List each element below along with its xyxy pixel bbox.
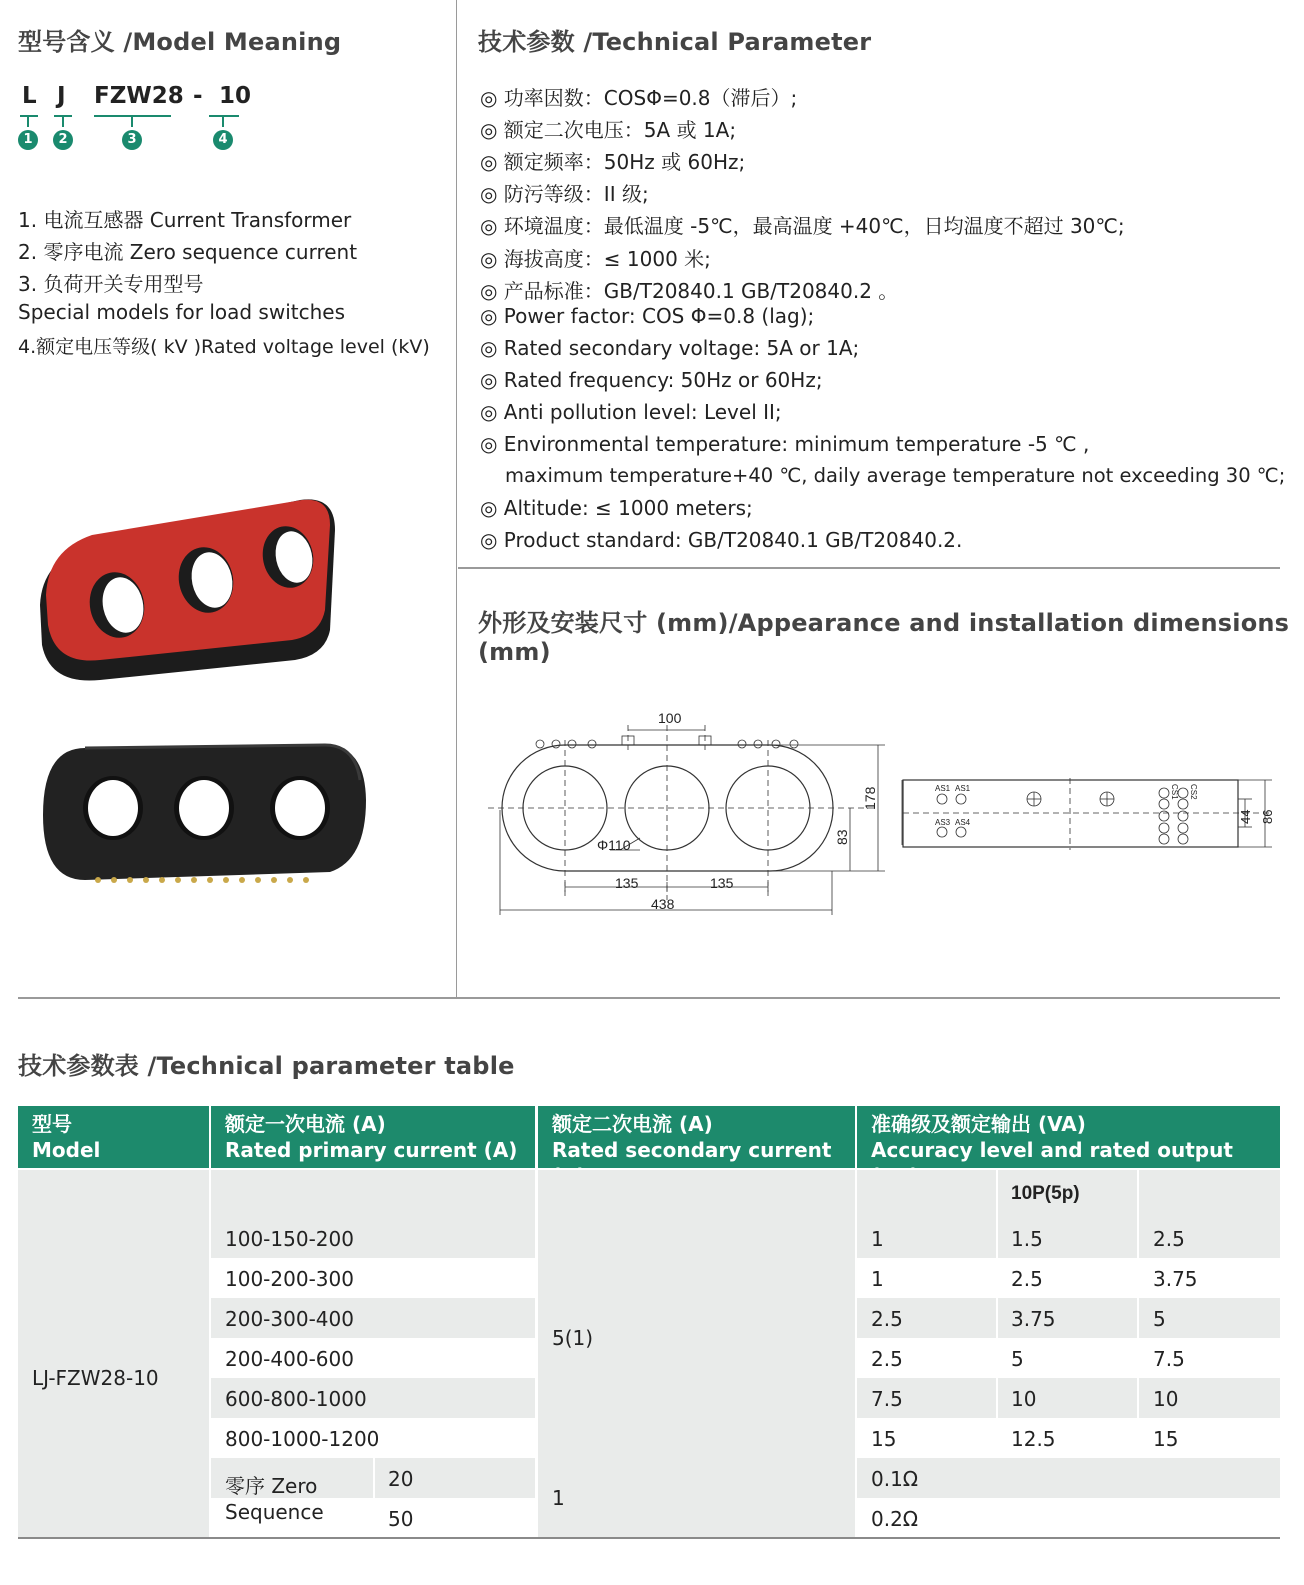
row-band-7-out (857, 1458, 1280, 1498)
dimension-drawing (480, 700, 1280, 930)
product-image-black (40, 740, 370, 890)
secondary-main-cell: 5(1) (552, 1326, 594, 1350)
column-divider (456, 0, 457, 998)
dim-100: 100 (658, 710, 682, 726)
tick-2 (62, 117, 64, 127)
table-bottom-rule (18, 1537, 1280, 1539)
header-model: 型号 Model (18, 1106, 209, 1168)
header-secondary: 额定二次电流 (A) Rated secondary current (538, 1106, 855, 1168)
output-cell: 1 (871, 1267, 884, 1291)
dim-178: 178 (862, 786, 878, 810)
zero-output-cell: 0.2Ω (871, 1507, 919, 1531)
tick-1 (27, 117, 29, 127)
primary-cell: 100-150-200 (225, 1227, 354, 1251)
cs1-label: CS1 (1170, 784, 1179, 800)
primary-cell: 100-200-300 (225, 1267, 354, 1291)
primary-cell: 600-800-1000 (225, 1387, 367, 1411)
subheader-band (18, 1170, 1280, 1218)
param-item: ◎ 产品标准：GB/T20840.1 GB/T20840.2 。 (480, 279, 899, 303)
zero-primary-cell: 20 (388, 1467, 414, 1491)
tick-3 (131, 117, 133, 127)
zero-sequence-label-2: Sequence (225, 1500, 324, 1524)
output-cell: 3.75 (1011, 1307, 1056, 1331)
output-cell: 2.5 (871, 1307, 903, 1331)
code-j: J (57, 83, 66, 109)
param-item: ◎ Environmental temperature: minimum temperature -5 ℃ , (480, 432, 1090, 456)
primary-cell: 800-1000-1200 (225, 1427, 380, 1451)
secondary-zero-cell: 1 (552, 1486, 565, 1510)
primary-cell: 200-400-600 (225, 1347, 354, 1371)
param-item: ◎ Product standard: GB/T20840.1 GB/T20840.2. (480, 528, 963, 552)
params-divider (458, 567, 1280, 569)
output-cell: 12.5 (1011, 1427, 1056, 1451)
zero-sequence-label-1: 零序 Zero (225, 1474, 318, 1498)
meaning-item-2: 2. 零序电流 Zero sequence current (18, 240, 358, 264)
zero-primary-cell: 50 (388, 1507, 414, 1531)
param-item: ◎ 额定二次电压：5A 或 1A; (480, 118, 737, 142)
meaning-item-1: 1. 电流互感器 Current Transformer (18, 208, 352, 232)
output-cell: 15 (871, 1427, 897, 1451)
underline-1 (20, 115, 38, 117)
param-item: ◎ Rated frequency: 50Hz or 60Hz; (480, 368, 823, 392)
output-cell: 7.5 (1153, 1347, 1185, 1371)
badge-3: 3 (122, 130, 142, 150)
param-item: ◎ Power factor: COS Φ=0.8 (lag); (480, 304, 815, 328)
dimensions-title: 外形及安装尺寸 (mm)/Appearance and installation dimensions (mm) (478, 609, 1290, 666)
output-cell: 5 (1153, 1307, 1166, 1331)
meaning-item-3: 3. 负荷开关专用型号 (18, 272, 204, 296)
badge-4: 4 (213, 130, 233, 150)
param-item: ◎ 海拔高度：≤ 1000 米; (480, 247, 711, 271)
output-cell: 15 (1153, 1427, 1179, 1451)
badge-1: 1 (18, 130, 38, 150)
output-cell: 2.5 (871, 1347, 903, 1371)
param-item: ◎ Altitude: ≤ 1000 meters; (480, 496, 753, 520)
as4-label: AS4 (955, 818, 971, 827)
meaning-item-4: 4.额定电压等级( kV )Rated voltage level (kV) (18, 336, 430, 358)
param-item: ◎ 功率因数：COSΦ=0.8（滞后）; (480, 86, 798, 110)
dim-135b: 135 (710, 875, 734, 891)
dim-135a: 135 (615, 875, 639, 891)
output-cell: 2.5 (1011, 1267, 1043, 1291)
tech-params-title: 技术参数 /Technical Parameter (478, 28, 872, 56)
param-item: ◎ Rated secondary voltage: 5A or 1A; (480, 336, 860, 360)
output-cell: 1 (871, 1227, 884, 1251)
param-item: ◎ 额定频率：50Hz 或 60Hz; (480, 150, 746, 174)
output-cell: 3.75 (1153, 1267, 1198, 1291)
as3-label: AS3 (935, 818, 951, 827)
param-item: ◎ Anti pollution level: Level II; (480, 400, 782, 424)
badge-2: 2 (53, 130, 73, 150)
header-accuracy: 准确级及额定输出 (VA) Accuracy level and rated output (857, 1106, 1280, 1168)
output-cell: 10 (1011, 1387, 1037, 1411)
row-band-1-out (857, 1218, 1280, 1258)
product-image-red (30, 495, 350, 690)
model-cell: LJ-FZW28-10 (32, 1366, 159, 1390)
param-item: ◎ 防污等级：II 级; (480, 182, 649, 206)
output-cell: 7.5 (871, 1387, 903, 1411)
dim-83: 83 (834, 829, 850, 845)
tick-4 (222, 117, 224, 127)
row-band-5-out (857, 1378, 1280, 1418)
output-cell: 10 (1153, 1387, 1179, 1411)
output-cell: 2.5 (1153, 1227, 1185, 1251)
as1-label-b: AS1 (955, 784, 971, 793)
model-meaning-title: 型号含义 /Model Meaning (18, 28, 342, 56)
section-divider (18, 997, 1280, 999)
subheader-10p: 10P(5p) (1011, 1183, 1080, 1204)
secondary-band (538, 1218, 855, 1538)
cs2-label: CS2 (1189, 784, 1198, 800)
dim-44: 44 (1238, 809, 1253, 824)
header-primary: 额定一次电流 (A) Rated primary current (A) (211, 1106, 535, 1168)
code-dash: - (193, 83, 203, 109)
output-cell: 5 (1011, 1347, 1024, 1371)
as1-label-a: AS1 (935, 784, 951, 793)
code-l: L (22, 83, 37, 109)
zero-output-cell: 0.1Ω (871, 1467, 919, 1491)
dim-438: 438 (651, 896, 675, 912)
dim-86: 86 (1260, 809, 1275, 824)
primary-cell: 200-300-400 (225, 1307, 354, 1331)
code-10: 10 (219, 83, 252, 109)
output-cell: 1.5 (1011, 1227, 1043, 1251)
row-band-3-out (857, 1298, 1280, 1338)
dim-phi110: Φ110 (597, 837, 631, 853)
param-item: ◎ 环境温度：最低温度 -5℃，最高温度 +40℃，日均温度不超过 30℃; (480, 214, 1125, 238)
meaning-item-3-en: Special models for load switches (18, 300, 346, 324)
underline-4 (209, 115, 239, 117)
table-title: 技术参数表 /Technical parameter table (18, 1052, 515, 1080)
code-fzw28: FZW28 (94, 83, 184, 109)
param-item-continued: maximum temperature+40 ℃, daily average temperature not exceeding 30 ℃; (505, 464, 1286, 487)
